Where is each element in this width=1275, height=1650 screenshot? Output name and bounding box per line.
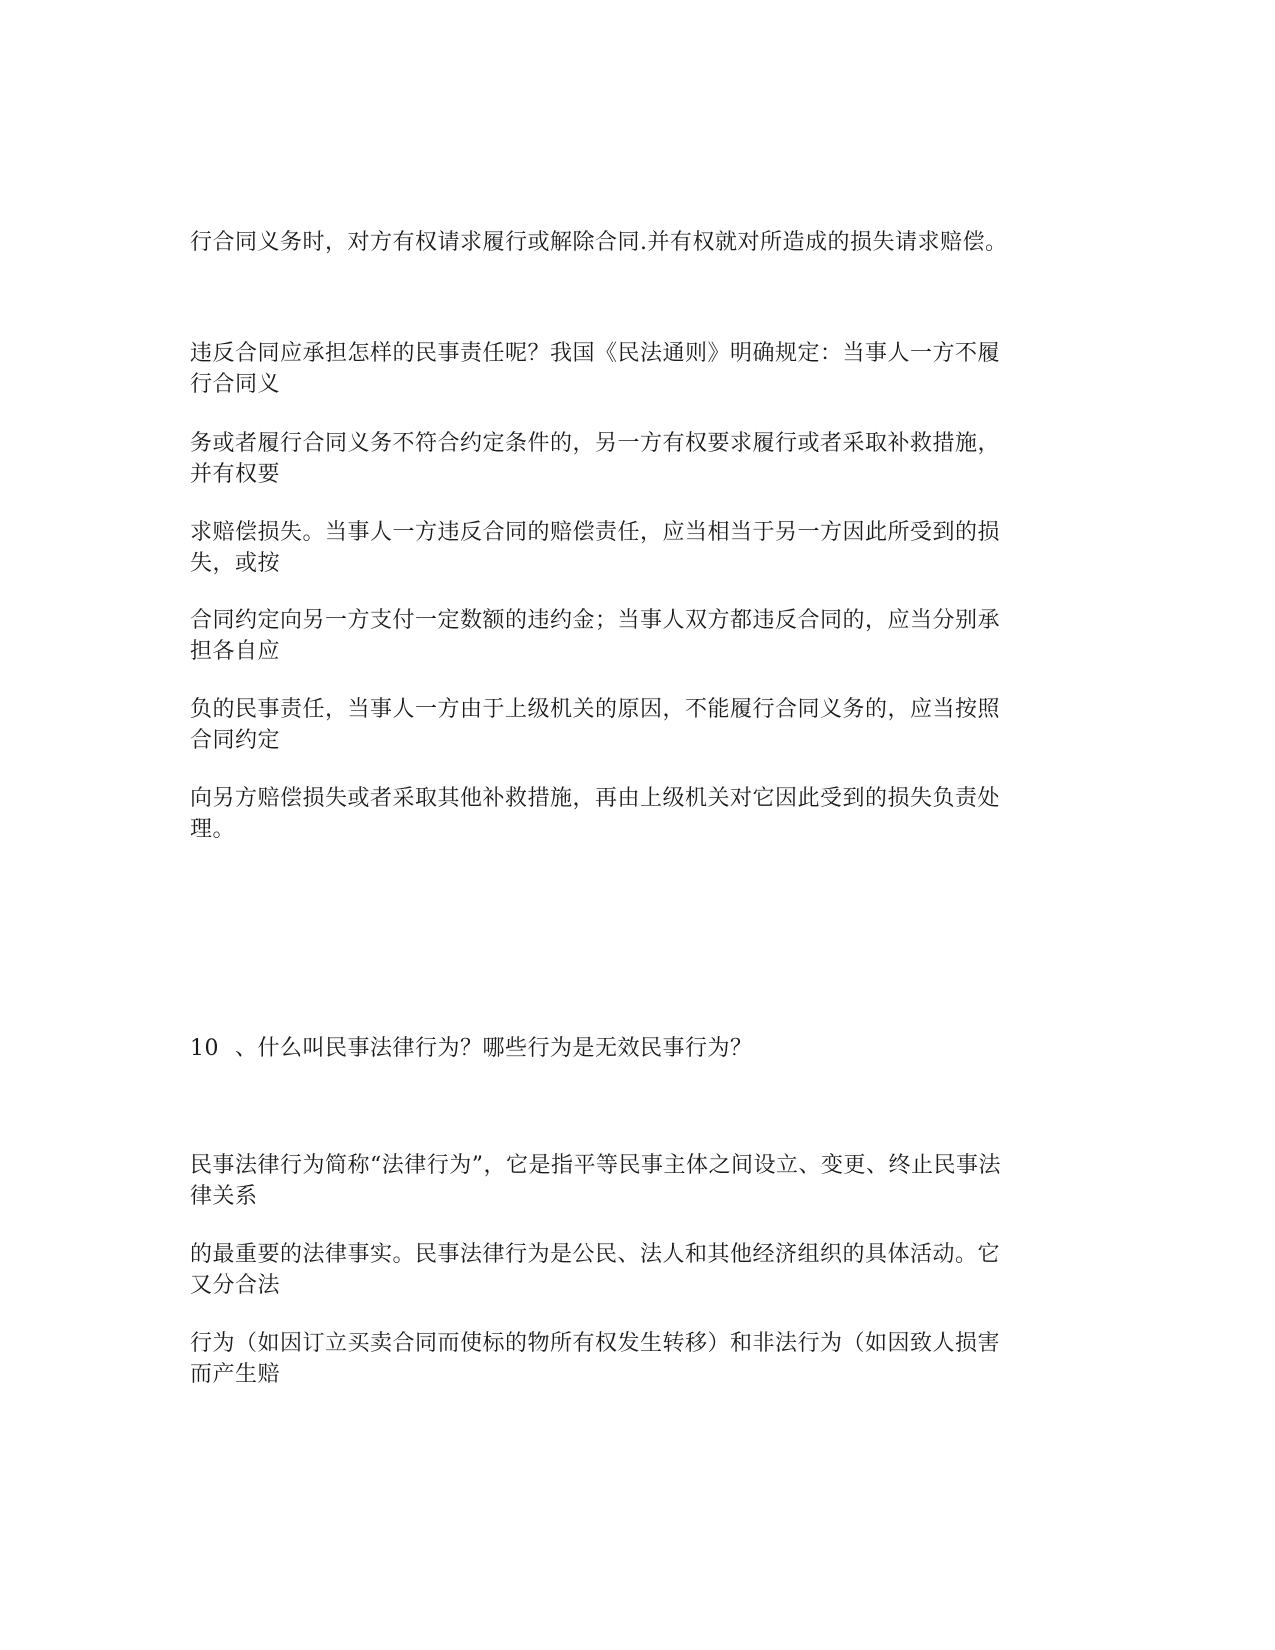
heading-text: 、什么叫民事法律行为？哪些行为是无效民事行为？	[235, 1036, 753, 1061]
text-segment: 并有权就对所造成的损失请求赔偿。	[647, 230, 1008, 255]
paragraph-line: 律关系	[190, 1184, 258, 1209]
paragraph-line: 而产生赔	[190, 1362, 281, 1387]
text-separator: .	[640, 230, 648, 255]
paragraph-line: 行合同义	[190, 372, 281, 397]
heading-number: 10	[190, 1036, 219, 1061]
paragraph-line: 担各自应	[190, 639, 281, 664]
paragraph-line: 求赔偿损失。当事人一方违反合同的赔偿责任，应当相当于另一方因此所受到的损	[190, 520, 1001, 545]
paragraph-line: 失，或按	[190, 551, 281, 576]
paragraph-line: 理。	[190, 817, 236, 842]
paragraph-line: 违反合同应承担怎样的民事责任呢？我国《民法通则》明确规定：当事人一方不履	[190, 341, 1001, 366]
paragraph-line: 务或者履行合同义务不符合约定条件的，另一方有权要求履行或者采取补救措施，	[190, 431, 1001, 456]
text-segment: 行合同义务时，对方有权请求履行或解除合同	[190, 230, 641, 255]
paragraph-line: 行为（如因订立买卖合同而使标的物所有权发生转移）和非法行为（如因致人损害	[190, 1331, 1001, 1356]
paragraph-line: 向另方赔偿损失或者采取其他补救措施，再由上级机关对它因此受到的损失负责处	[190, 786, 1001, 811]
paragraph-line: 又分合法	[190, 1273, 281, 1298]
paragraph-line: 民事法律行为简称“法律行为”，它是指平等民事主体之间设立、变更、终止民事法	[190, 1153, 1001, 1178]
section-heading	[190, 1032, 1090, 1065]
paragraph-line: 合同约定	[190, 728, 281, 753]
paragraph-line	[190, 226, 1090, 259]
paragraph-line: 合同约定向另一方支付一定数额的违约金；当事人双方都违反合同的，应当分别承	[190, 608, 1001, 633]
paragraph-line: 并有权要	[190, 462, 281, 487]
paragraph-line: 的最重要的法律事实。民事法律行为是公民、法人和其他经济组织的具体活动。它	[190, 1242, 1001, 1267]
paragraph-line: 负的民事责任，当事人一方由于上级机关的原因，不能履行合同义务的，应当按照	[190, 697, 1001, 722]
